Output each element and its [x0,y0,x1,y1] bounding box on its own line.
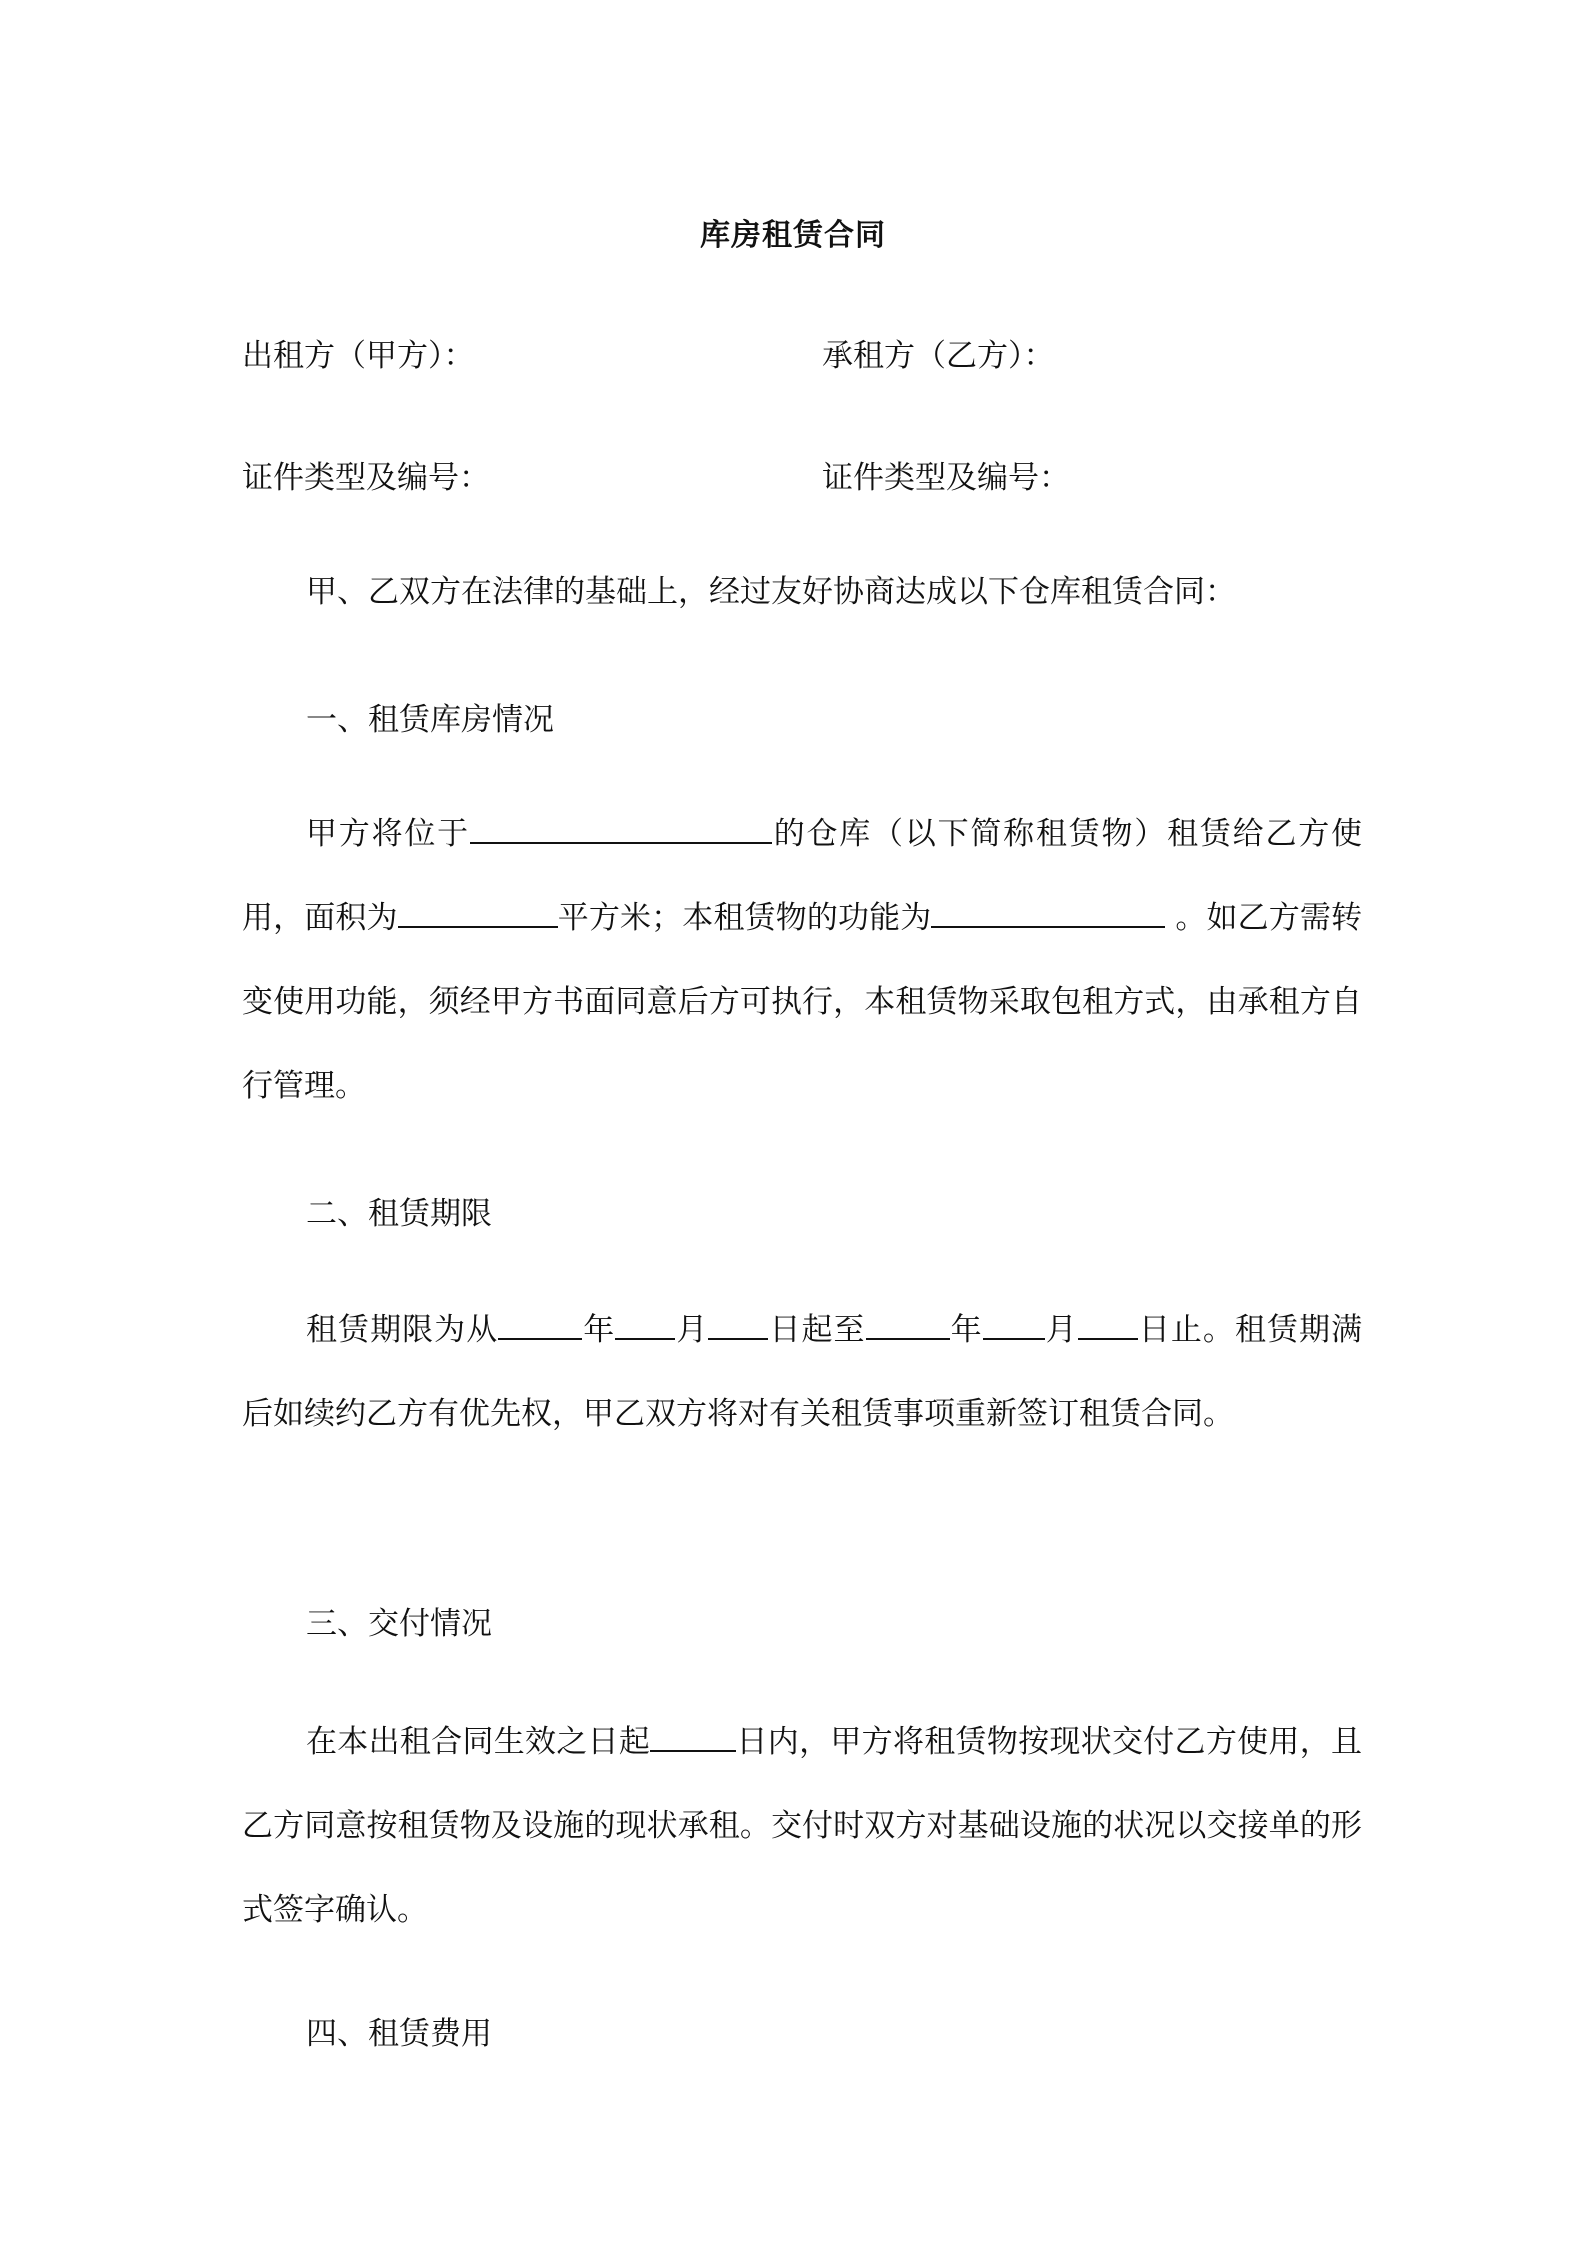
section-1-text-4: 。如乙方需转变使用功能，须经甲方书面同意后方可执行，本租赁物采取包租方式，由承租方自行管理。 [242,900,1362,1104]
document-title: 库房租赁合同 [700,218,886,253]
start-day-blank[interactable] [708,1308,768,1340]
section-1-heading: 一、租赁库房情况 [306,702,554,738]
section-2-heading: 二、租赁期限 [306,1196,492,1232]
section-2-text-1: 租赁期限为从 [306,1312,499,1348]
section-1-text-3: 平方米；本租赁物的功能为 [557,900,932,936]
section-1-paragraph [242,792,1362,1128]
end-year-blank[interactable] [866,1308,950,1340]
lessee-label: 承租方（乙方）： [822,338,1055,374]
section-1-text-1: 甲方将位于 [306,816,470,852]
section-2-text-5: 年 [949,1312,983,1348]
intro-paragraph: 甲、乙双方在法律的基础上，经过友好协商达成以下仓库租赁合同： [306,574,1236,610]
lessee-id-label: 证件类型及编号： [822,460,1070,496]
section-2-text-2: 年 [582,1312,616,1348]
section-3-heading: 三、交付情况 [306,1606,492,1642]
start-year-blank[interactable] [498,1308,582,1340]
end-day-blank[interactable] [1078,1308,1138,1340]
section-1-text-2: 的仓库（以下简称租赁物）租赁给乙方使用，面积为 [242,816,1363,936]
section-2-text-7: 日止。租赁期满后如续约乙方有优先权，甲乙双方将对有关租赁事项重新签订租赁合同。 [242,1312,1363,1432]
function-blank[interactable] [931,896,1165,928]
lessor-label: 出租方（甲方）： [242,338,475,374]
section-3-paragraph [242,1700,1362,1952]
location-blank[interactable] [470,812,772,844]
section-2-text-6: 月 [1044,1312,1078,1348]
section-4-heading: 四、租赁费用 [306,2016,492,2052]
end-month-blank[interactable] [983,1308,1045,1340]
section-2-paragraph [242,1288,1362,1456]
start-month-blank[interactable] [615,1308,675,1340]
area-blank[interactable] [398,896,558,928]
section-2-text-4: 日起至 [768,1312,866,1348]
section-3-text-2: 日内，甲方将租赁物按现状交付乙方使用，且乙方同意按租赁物及设施的现状承租。交付时双方对基础设施的状况以交接单的形式签字确认。 [242,1724,1363,1928]
delivery-days-blank[interactable] [650,1720,736,1752]
section-3-text-1: 在本出租合同生效之日起 [306,1724,651,1760]
section-2-text-3: 月 [675,1312,709,1348]
lessor-id-label: 证件类型及编号： [242,460,490,496]
